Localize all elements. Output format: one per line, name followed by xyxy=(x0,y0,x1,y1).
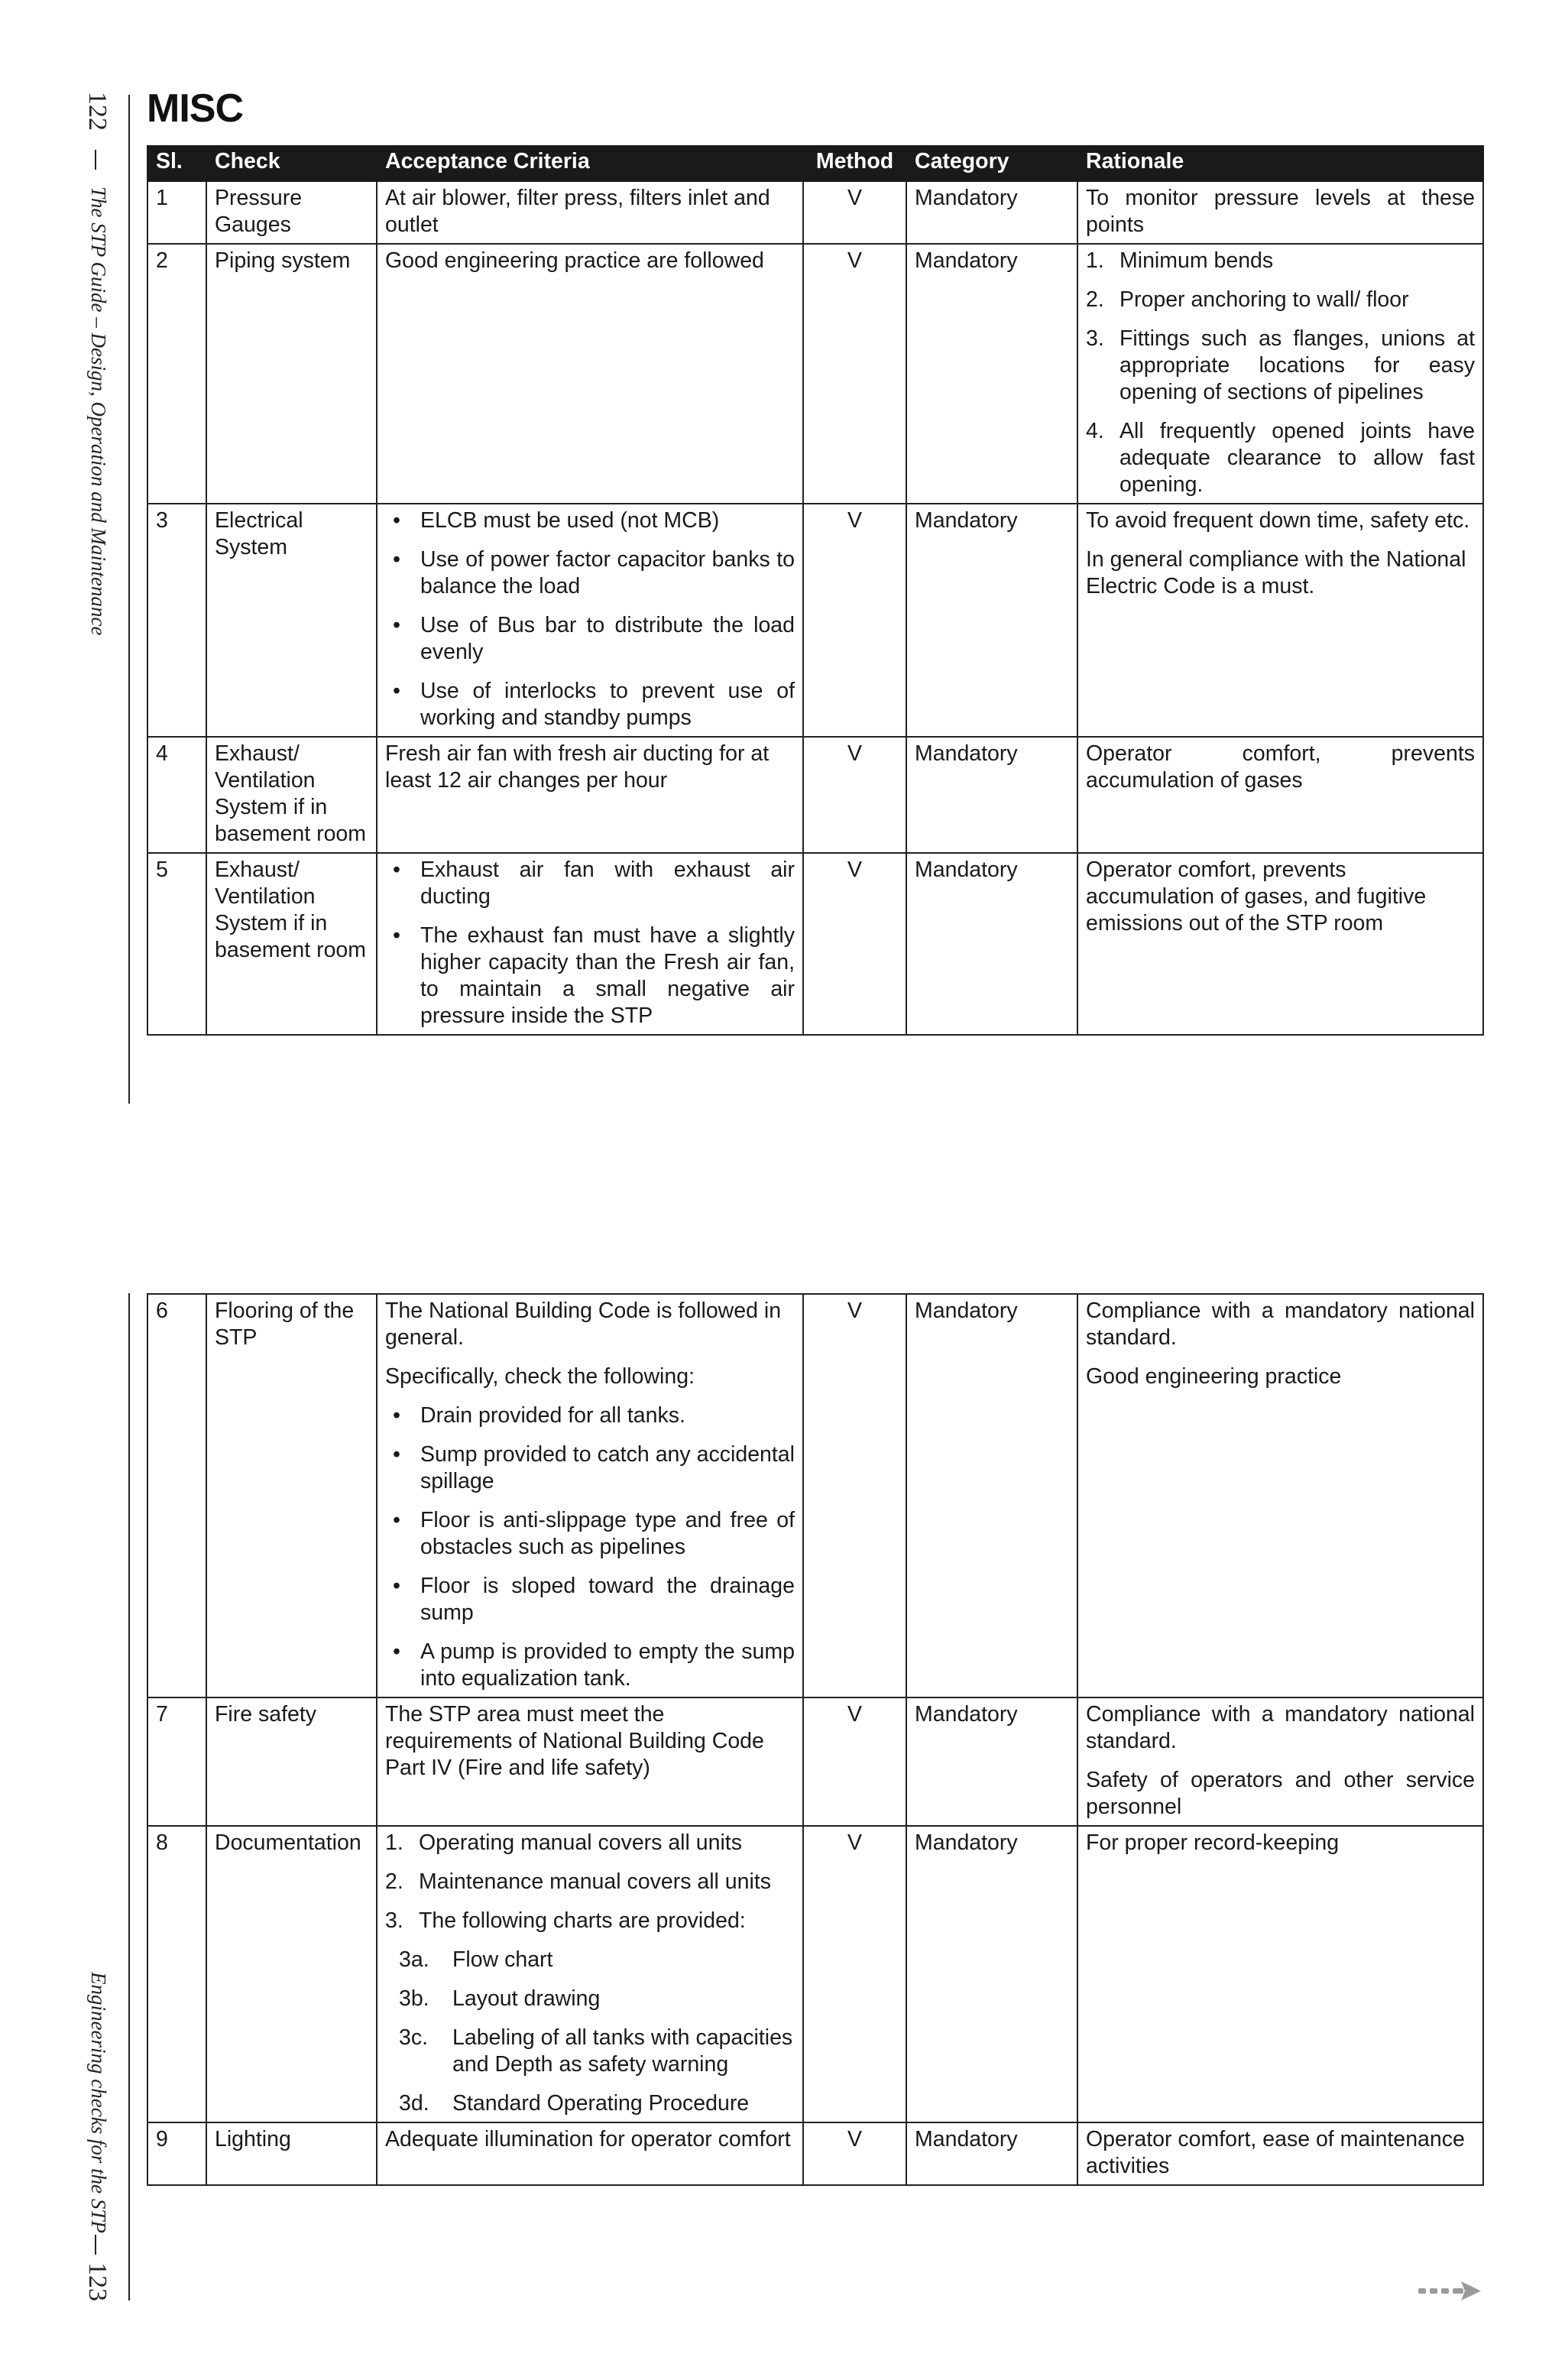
table-row xyxy=(147,504,1483,737)
cell-method: V xyxy=(803,2122,906,2185)
running-head-separator xyxy=(95,2235,96,2255)
list-item: • Sump provided to catch any accidental spillage xyxy=(393,1442,795,1493)
cell-criteria xyxy=(377,1294,803,1697)
cell-sl: 8 xyxy=(147,1826,206,2122)
running-head-book-title: The STP Guide – Design, Operation and Maintenance xyxy=(87,186,110,636)
cell-check: Piping system xyxy=(206,244,377,504)
list-item: • Floor is sloped toward the drainage sump xyxy=(393,1574,795,1625)
cell-criteria: Adequate illumination for operator comfort xyxy=(377,2122,803,2185)
table-row xyxy=(147,244,1483,504)
cell-rationale xyxy=(1077,504,1483,737)
rationale-paragraph: In general compliance with the National Electric Code is a must. xyxy=(1086,547,1466,598)
cell-method: V xyxy=(803,181,906,244)
list-item: • Use of interlocks to prevent use of working and standby pumps xyxy=(393,679,795,730)
cell-rationale: Operator comfort, prevents accumulation of gases xyxy=(1077,737,1483,853)
running-head-chapter-title: Engineering checks for the STP xyxy=(87,1972,110,2233)
cell-criteria xyxy=(377,853,803,1035)
cell-criteria xyxy=(377,1826,803,2122)
rationale-paragraph: To avoid frequent down time, safety etc. xyxy=(1086,508,1470,533)
criteria-paragraph: Specifically, check the following: xyxy=(385,1364,695,1389)
cell-rationale: Operator comfort, ease of maintenance activities xyxy=(1077,2122,1483,2185)
list-item: • Use of power factor capacitor banks to balance the load xyxy=(393,547,795,598)
criteria-bullet-list xyxy=(385,857,795,1029)
engineering-checks-table-part-1 xyxy=(147,145,1484,1036)
cell-category: Mandatory xyxy=(906,181,1077,244)
list-item: 2. Maintenance manual covers all units xyxy=(385,1869,771,1894)
cell-category: Mandatory xyxy=(906,1826,1077,2122)
cell-method: V xyxy=(803,1826,906,2122)
cell-check: Exhaust/ Ventilation System if in basement room xyxy=(206,737,377,853)
page-number-top: 122 xyxy=(83,92,112,131)
cell-rationale: For proper record-keeping xyxy=(1077,1826,1483,2122)
next-page-arrow-icon xyxy=(1417,2279,1484,2307)
cell-check: Electrical System xyxy=(206,504,377,737)
cell-criteria: Good engineering practice are followed xyxy=(377,244,803,504)
list-item: • The exhaust fan must have a slightly higher capacity than the Fresh air fan, to maintain a small negative air pressure inside the STP xyxy=(393,923,795,1028)
cell-sl: 9 xyxy=(147,2122,206,2185)
header-sl: Sl. xyxy=(147,146,206,181)
cell-check: Flooring of the STP xyxy=(206,1294,377,1697)
cell-sl: 4 xyxy=(147,737,206,853)
cell-rationale xyxy=(1077,244,1483,504)
cell-sl: 5 xyxy=(147,853,206,1035)
criteria-paragraph: The National Building Code is followed in general. xyxy=(385,1299,782,1350)
rationale-paragraph: Compliance with a mandatory national standard. xyxy=(1086,1702,1475,1753)
list-item: 3d. Standard Operating Procedure xyxy=(399,2091,750,2116)
list-item: 2. Proper anchoring to wall/ floor xyxy=(1086,287,1409,312)
left-margin-rule-bottom xyxy=(128,1293,130,2301)
list-item: • Floor is anti-slippage type and free of obstacles such as pipelines xyxy=(393,1508,795,1559)
cell-category: Mandatory xyxy=(906,1294,1077,1697)
cell-criteria: The STP area must meet the requirements of National Building Code Part IV (Fire and life safety) xyxy=(377,1697,803,1826)
cell-category: Mandatory xyxy=(906,853,1077,1035)
table-row xyxy=(147,1697,1483,1826)
page-number-bottom: 123 xyxy=(83,2262,112,2301)
cell-criteria: At air blower, filter press, filters inlet and outlet xyxy=(377,181,803,244)
table-row xyxy=(147,1294,1483,1697)
cell-rationale xyxy=(1077,1697,1483,1826)
header-category: Category xyxy=(906,146,1077,181)
cell-criteria: Fresh air fan with fresh air ducting for at least 12 air changes per hour xyxy=(377,737,803,853)
cell-sl: 6 xyxy=(147,1294,206,1697)
list-item: • Exhaust air fan with exhaust air ducting xyxy=(393,858,795,909)
list-item: • Use of Bus bar to distribute the load evenly xyxy=(393,613,795,664)
rationale-paragraph: Good engineering practice xyxy=(1086,1364,1342,1389)
list-item: 3b. Layout drawing xyxy=(399,1986,601,2011)
engineering-checks-table-part-2 xyxy=(147,1293,1484,2186)
cell-sl: 2 xyxy=(147,244,206,504)
cell-method: V xyxy=(803,504,906,737)
cell-category: Mandatory xyxy=(906,244,1077,504)
section-title: MISC xyxy=(147,86,243,131)
cell-check: Lighting xyxy=(206,2122,377,2185)
cell-sl: 7 xyxy=(147,1697,206,1826)
list-item: 3a. Flow chart xyxy=(399,1947,553,1972)
list-item: 3c. Labeling of all tanks with capacities and Depth as safety warning xyxy=(399,2025,793,2077)
criteria-numbered-list xyxy=(385,1830,795,1934)
cell-category: Mandatory xyxy=(906,1697,1077,1826)
header-check: Check xyxy=(206,146,377,181)
cell-rationale: Operator comfort, prevents accumulation of gases, and fugitive emissions out of the STP room xyxy=(1077,853,1483,1035)
criteria-bullet-list xyxy=(385,1402,795,1692)
list-item: 1. Minimum bends xyxy=(1086,248,1274,273)
cell-sl: 3 xyxy=(147,504,206,737)
cell-method: V xyxy=(803,853,906,1035)
list-item: • Drain provided for all tanks. xyxy=(393,1403,685,1428)
table-row xyxy=(147,181,1483,244)
cell-rationale: To monitor pressure levels at these points xyxy=(1077,181,1483,244)
cell-check: Documentation xyxy=(206,1826,377,2122)
cell-rationale xyxy=(1077,1294,1483,1697)
header-method: Method xyxy=(803,146,906,181)
header-acceptance-criteria: Acceptance Criteria xyxy=(377,146,803,181)
cell-check: Exhaust/ Ventilation System if in basement room xyxy=(206,853,377,1035)
rationale-paragraph: Compliance with a mandatory national standard. xyxy=(1086,1299,1475,1350)
table-row xyxy=(147,737,1483,853)
cell-category: Mandatory xyxy=(906,737,1077,853)
running-head-separator xyxy=(95,150,96,170)
cell-category: Mandatory xyxy=(906,2122,1077,2185)
cell-method: V xyxy=(803,737,906,853)
criteria-bullet-list xyxy=(385,507,795,731)
cell-check: Pressure Gauges xyxy=(206,181,377,244)
cell-category: Mandatory xyxy=(906,504,1077,737)
list-item: • ELCB must be used (not MCB) xyxy=(393,508,720,533)
header-rationale: Rationale xyxy=(1077,146,1483,181)
cell-method: V xyxy=(803,1697,906,1826)
list-item: 3. Fittings such as flanges, unions at appropriate locations for easy opening of sections of pipelines xyxy=(1086,326,1475,404)
list-item: • A pump is provided to empty the sump into equalization tank. xyxy=(393,1639,795,1691)
left-margin-rule-top xyxy=(128,95,130,1104)
list-item: 4. All frequently opened joints have adequate clearance to allow fast opening. xyxy=(1086,419,1475,497)
cell-check: Fire safety xyxy=(206,1697,377,1826)
cell-method: V xyxy=(803,1294,906,1697)
list-item: 3. The following charts are provided: xyxy=(385,1908,746,1933)
table-header-row xyxy=(147,146,1483,181)
table-row xyxy=(147,853,1483,1035)
cell-sl: 1 xyxy=(147,181,206,244)
cell-method: V xyxy=(803,244,906,504)
list-item: 1. Operating manual covers all units xyxy=(385,1830,742,1855)
table-row xyxy=(147,2122,1483,2185)
cell-criteria xyxy=(377,504,803,737)
table-row xyxy=(147,1826,1483,2122)
criteria-sub-list xyxy=(385,1947,795,2117)
rationale-numbered-list xyxy=(1086,248,1475,498)
rationale-paragraph: Safety of operators and other service personnel xyxy=(1086,1768,1475,1819)
